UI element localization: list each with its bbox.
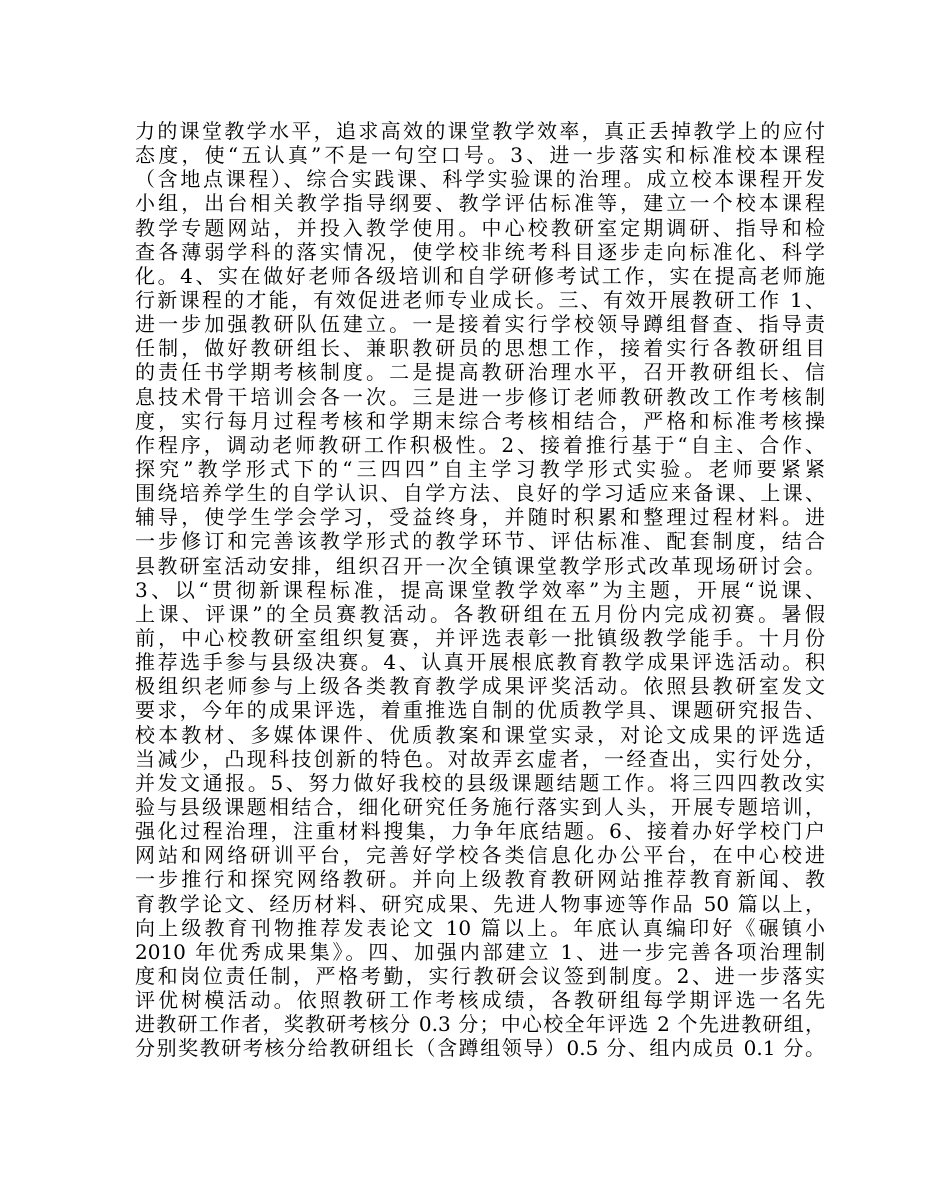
text-line: 任制，做好教研组长、兼职教研员的思想工作，接着实行各教研组目 bbox=[135, 336, 825, 361]
text-line: 验与县级课题相结合，细化研究任务施行落实到人头，开展专题培训， bbox=[135, 794, 825, 819]
text-line: 小组，出台相关教学指导纲要、教学评估标准等，建立一个校本课程 bbox=[135, 191, 825, 216]
text-line: 的责任书学期考核制度。二是提高教研治理水平，召开教研组长、信 bbox=[135, 360, 825, 385]
text-line: 度，实行每月过程考核和学期末综合考核相结合，严格和标准考核操 bbox=[135, 408, 825, 433]
text-line: （含地点课程）、综合实践课、科学实验课的治理。成立校本课程开发 bbox=[135, 167, 825, 192]
text-line: 一步修订和完善该教学形式的教学环节、评估标准、配套制度，结合 bbox=[135, 529, 825, 554]
text-line: 校本教材、多媒体课件、优质教案和课堂实录，对论文成果的评选适 bbox=[135, 722, 825, 747]
text-line: 教学专题网站，并投入教学使用。中心校教研室定期调研、指导和检 bbox=[135, 215, 825, 240]
text-line: 行新课程的才能，有效促进老师专业成长。三、有效开展教研工作 1、 bbox=[135, 287, 825, 312]
text-line: 网站和网络研训平台，完善好学校各类信息化办公平台，在中心校进 bbox=[135, 843, 825, 868]
text-line: 上课、评课”的全员赛教活动。各教研组在五月份内完成初赛。暑假 bbox=[135, 601, 825, 626]
text-line: 度和岗位责任制，严格考勤，实行教研会议签到制度。2、进一步落实 bbox=[135, 963, 825, 988]
text-line: 县教研室活动安排，组织召开一次全镇课堂教学形式改革现场研讨会。 bbox=[135, 553, 825, 578]
text-line: 前，中心校教研室组织复赛，并评选表彰一批镇级教学能手。十月份 bbox=[135, 625, 825, 650]
text-line: 作程序，调动老师教研工作积极性。2、接着推行基于“自主、合作、 bbox=[135, 432, 825, 457]
text-line: 一步推行和探究网络教研。并向上级教育教研网站推荐教育新闻、教 bbox=[135, 867, 825, 892]
text-line: 2010 年优秀成果集》。四、加强内部建立 1、进一步完善各项治理制 bbox=[135, 939, 825, 964]
text-line: 当减少，凸现科技创新的特色。对故弄玄虚者，一经查出，实行处分， bbox=[135, 746, 825, 771]
text-line: 进教研工作者，奖教研考核分 0.3 分；中心校全年评选 2 个先进教研组， bbox=[135, 1012, 825, 1037]
text-line: 并发文通报。5、努力做好我校的县级课题结题工作。将三四四教改实 bbox=[135, 770, 825, 795]
text-line: 态度，使“五认真”不是一句空口号。3、进一步落实和标准校本课程 bbox=[135, 143, 825, 168]
text-line: 化。4、实在做好老师各级培训和自学研修考试工作，实在提高老师施 bbox=[135, 263, 825, 288]
text-line: 强化过程治理，注重材料搜集，力争年底结题。6、接着办好学校门户 bbox=[135, 819, 825, 844]
text-line: 力的课堂教学水平，追求高效的课堂教学效率，真正丢掉教学上的应付 bbox=[135, 119, 825, 143]
text-line: 推荐选手参与县级决赛。4、认真开展根底教育教学成果评选活动。积 bbox=[135, 650, 825, 675]
text-line: 探究”教学形式下的“三四四”自主学习教学形式实验。老师要紧紧 bbox=[135, 456, 825, 481]
text-line: 育教学论文、经历材料、研究成果、先进人物事迹等作品 50 篇以上， bbox=[135, 891, 825, 916]
text-line: 评优树模活动。依照教研工作考核成绩，各教研组每学期评选一名先 bbox=[135, 988, 825, 1013]
text-line: 要求，今年的成果评选，着重推选自制的优质教学具、课题研究报告、 bbox=[135, 698, 825, 723]
text-line: 极组织老师参与上级各类教育教学成果评奖活动。依照县教研室发文 bbox=[135, 674, 825, 699]
text-line: 查各薄弱学科的落实情况，使学校非统考科目逐步走向标准化、科学 bbox=[135, 239, 825, 264]
text-line: 辅导，使学生学会学习，受益终身，并随时积累和整理过程材料。进 bbox=[135, 505, 825, 530]
body-text bbox=[135, 119, 825, 1060]
text-line: 向上级教育刊物推荐发表论文 10 篇以上。年底认真编印好《碾镇小 bbox=[135, 915, 825, 940]
text-line: 进一步加强教研队伍建立。一是接着实行学校领导蹲组督查、指导责 bbox=[135, 312, 825, 337]
text-line: 息技术骨干培训会各一次。三是进一步修订老师教研教改工作考核制 bbox=[135, 384, 825, 409]
text-line: 围绕培养学生的自学认识、自学方法、良好的学习适应来备课、上课、 bbox=[135, 481, 825, 506]
text-line: 3、以“贯彻新课程标准，提高课堂教学效率”为主题，开展“说课、 bbox=[135, 577, 825, 602]
text-line: 分别奖教研考核分给教研组长（含蹲组领导）0.5 分、组内成员 0.1 分。 bbox=[135, 1036, 825, 1061]
